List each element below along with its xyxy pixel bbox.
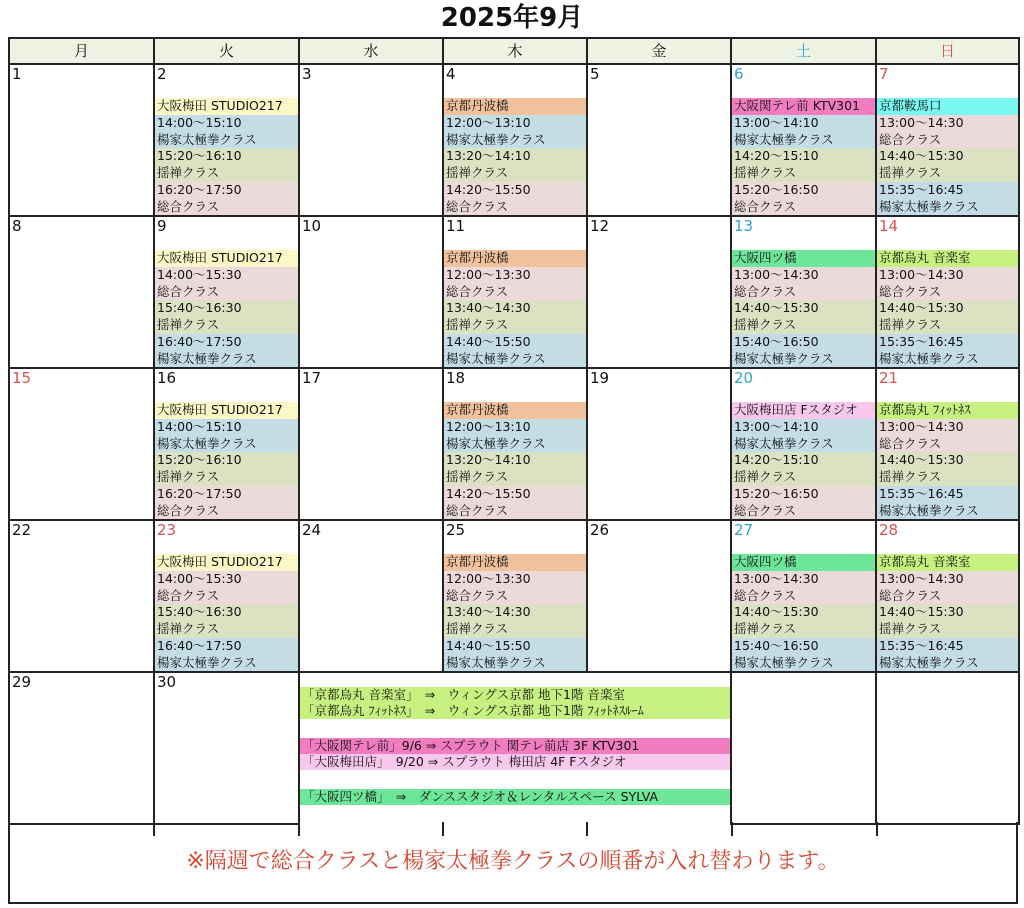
day-number: 17 bbox=[302, 369, 322, 387]
schedule-line: 揺禅クラス bbox=[732, 317, 875, 334]
day-number: 30 bbox=[157, 673, 177, 691]
schedule-line: 総合クラス bbox=[444, 588, 586, 605]
venue-note: 「京都烏丸 ﾌｨｯﾄﾈｽ」 ⇒ ウィングス京都 地下1階 ﾌｨｯﾄﾈｽﾙｰﾑ bbox=[299, 703, 730, 719]
schedule-line: 揺禅クラス bbox=[732, 165, 875, 182]
day-number: 19 bbox=[590, 369, 610, 387]
week-row-5 bbox=[9, 672, 1019, 824]
schedule-line: 楊家太極拳クラス bbox=[444, 132, 586, 149]
schedule-line: 16:20〜17:50 bbox=[155, 182, 298, 199]
schedule-line: 揺禅クラス bbox=[877, 317, 1018, 334]
day-number: 13 bbox=[734, 217, 754, 235]
schedule-line: 12:00〜13:30 bbox=[444, 571, 586, 588]
day-cell bbox=[443, 520, 587, 672]
schedule-line: 総合クラス bbox=[732, 199, 875, 216]
schedule-line: 14:40〜15:30 bbox=[877, 604, 1018, 621]
class-schedule bbox=[155, 554, 298, 672]
schedule-line: 13:20〜14:10 bbox=[444, 148, 586, 165]
schedule-line: 揺禅クラス bbox=[155, 621, 298, 638]
schedule-line: 揺禅クラス bbox=[155, 469, 298, 486]
day-cell bbox=[9, 368, 154, 520]
schedule-line: 15:35〜16:45 bbox=[877, 182, 1018, 199]
day-cell bbox=[587, 216, 731, 368]
venue-label: 京都丹波橋 bbox=[444, 402, 586, 419]
schedule-line: 楊家太極拳クラス bbox=[444, 351, 586, 368]
schedule-line: 16:20〜17:50 bbox=[155, 486, 298, 503]
calendar-title: 2025年9月 bbox=[440, 3, 584, 33]
weekday-6: 日 bbox=[876, 38, 1019, 64]
schedule-line: 15:35〜16:45 bbox=[877, 638, 1018, 655]
schedule-line: 14:20〜15:10 bbox=[732, 148, 875, 165]
day-cell bbox=[731, 368, 876, 520]
day-cell bbox=[876, 216, 1019, 368]
schedule-line: 総合クラス bbox=[732, 284, 875, 301]
day-number: 8 bbox=[12, 217, 22, 235]
day-cell bbox=[9, 64, 154, 216]
venue-note: 「大阪四ツ橋」 ⇒ ダンススタジオ＆レンタルスペース SYLVA bbox=[299, 789, 730, 805]
day-cell bbox=[154, 520, 299, 672]
day-cell bbox=[587, 520, 731, 672]
day-number: 9 bbox=[157, 217, 167, 235]
day-number: 20 bbox=[734, 369, 754, 387]
schedule-line: 16:40〜17:50 bbox=[155, 638, 298, 655]
weekday-3: 木 bbox=[443, 38, 587, 64]
schedule-line: 14:00〜15:30 bbox=[155, 267, 298, 284]
schedule-line: 楊家太極拳クラス bbox=[732, 436, 875, 453]
class-schedule bbox=[877, 98, 1018, 216]
schedule-line: 総合クラス bbox=[444, 503, 586, 520]
day-cell bbox=[876, 64, 1019, 216]
schedule-line: 楊家太極拳クラス bbox=[155, 132, 298, 149]
class-schedule bbox=[155, 250, 298, 368]
schedule-line: 16:40〜17:50 bbox=[155, 334, 298, 351]
schedule-line: 楊家太極拳クラス bbox=[444, 436, 586, 453]
schedule-line: 14:40〜15:30 bbox=[877, 300, 1018, 317]
day-number: 27 bbox=[734, 521, 754, 539]
schedule-line: 総合クラス bbox=[155, 284, 298, 301]
class-schedule bbox=[444, 98, 586, 216]
venue-label: 京都丹波橋 bbox=[444, 98, 586, 115]
schedule-line: 13:40〜14:30 bbox=[444, 604, 586, 621]
week-row-1 bbox=[9, 64, 1019, 216]
schedule-line: 12:00〜13:30 bbox=[444, 267, 586, 284]
schedule-line: 15:35〜16:45 bbox=[877, 486, 1018, 503]
day-number: 22 bbox=[12, 521, 32, 539]
footer-note-box bbox=[8, 822, 1018, 904]
schedule-line: 15:40〜16:50 bbox=[732, 638, 875, 655]
schedule-line: 総合クラス bbox=[732, 503, 875, 520]
schedule-line: 総合クラス bbox=[155, 588, 298, 605]
day-number: 7 bbox=[879, 65, 889, 83]
day-cell bbox=[9, 520, 154, 672]
day-number: 21 bbox=[879, 369, 899, 387]
schedule-line: 15:40〜16:30 bbox=[155, 604, 298, 621]
schedule-line: 15:20〜16:50 bbox=[732, 182, 875, 199]
schedule-line: 揺禅クラス bbox=[444, 469, 586, 486]
day-number: 4 bbox=[446, 65, 456, 83]
schedule-line: 総合クラス bbox=[877, 132, 1018, 149]
day-number: 16 bbox=[157, 369, 177, 387]
venue-note: 「京都烏丸 音楽室」 ⇒ ウィングス京都 地下1階 音楽室 bbox=[299, 687, 730, 703]
day-number: 14 bbox=[879, 217, 899, 235]
schedule-line: 楊家太極拳クラス bbox=[877, 655, 1018, 672]
schedule-line: 楊家太極拳クラス bbox=[155, 655, 298, 672]
day-cell bbox=[587, 368, 731, 520]
class-schedule bbox=[877, 250, 1018, 368]
day-number: 28 bbox=[879, 521, 899, 539]
schedule-line: 15:40〜16:30 bbox=[155, 300, 298, 317]
schedule-line: 総合クラス bbox=[877, 588, 1018, 605]
schedule-line: 揺禅クラス bbox=[877, 621, 1018, 638]
schedule-line: 15:40〜16:50 bbox=[732, 334, 875, 351]
day-number: 15 bbox=[12, 369, 32, 387]
schedule-line: 14:20〜15:50 bbox=[444, 486, 586, 503]
venue-label: 大阪梅田 STUDIO217 bbox=[155, 250, 298, 267]
schedule-line: 13:00〜14:30 bbox=[732, 571, 875, 588]
note-spacer bbox=[299, 719, 730, 738]
weekday-1: 火 bbox=[154, 38, 299, 64]
schedule-line: 13:40〜14:30 bbox=[444, 300, 586, 317]
schedule-line: 12:00〜13:10 bbox=[444, 419, 586, 436]
venue-label: 大阪四ツ橋 bbox=[732, 554, 875, 571]
day-cell bbox=[443, 368, 587, 520]
venue-notes bbox=[299, 687, 730, 805]
schedule-line: 揺禅クラス bbox=[732, 469, 875, 486]
schedule-line: 15:20〜16:10 bbox=[155, 148, 298, 165]
schedule-line: 13:00〜14:30 bbox=[877, 267, 1018, 284]
schedule-line: 揺禅クラス bbox=[155, 165, 298, 182]
weekday-4: 金 bbox=[587, 38, 731, 64]
schedule-line: 13:20〜14:10 bbox=[444, 452, 586, 469]
schedule-line: 総合クラス bbox=[444, 199, 586, 216]
day-cell bbox=[299, 216, 443, 368]
venue-label: 大阪梅田 STUDIO217 bbox=[155, 98, 298, 115]
schedule-line: 揺禅クラス bbox=[444, 317, 586, 334]
venue-label: 京都鞍馬口 bbox=[877, 98, 1018, 115]
schedule-line: 12:00〜13:10 bbox=[444, 115, 586, 132]
schedule-line: 14:40〜15:50 bbox=[444, 334, 586, 351]
schedule-line: 楊家太極拳クラス bbox=[877, 503, 1018, 520]
schedule-line: 15:20〜16:10 bbox=[155, 452, 298, 469]
class-schedule bbox=[444, 554, 586, 672]
schedule-line: 楊家太極拳クラス bbox=[732, 351, 875, 368]
weekday-5: 土 bbox=[731, 38, 876, 64]
schedule-line: 総合クラス bbox=[877, 284, 1018, 301]
venue-label: 京都烏丸 音楽室 bbox=[877, 250, 1018, 267]
day-cell-empty bbox=[731, 672, 876, 824]
schedule-line: 総合クラス bbox=[732, 588, 875, 605]
day-number: 29 bbox=[12, 673, 32, 691]
class-schedule bbox=[732, 98, 875, 216]
schedule-line: 13:00〜14:30 bbox=[732, 267, 875, 284]
day-number: 25 bbox=[446, 521, 466, 539]
schedule-line: 楊家太極拳クラス bbox=[444, 655, 586, 672]
venue-label: 大阪梅田 STUDIO217 bbox=[155, 402, 298, 419]
week-row-4 bbox=[9, 520, 1019, 672]
day-number: 3 bbox=[302, 65, 312, 83]
schedule-line: 楊家太極拳クラス bbox=[877, 199, 1018, 216]
schedule-line: 揺禅クラス bbox=[877, 469, 1018, 486]
schedule-line: 総合クラス bbox=[155, 503, 298, 520]
class-schedule bbox=[155, 402, 298, 520]
schedule-line: 揺禅クラス bbox=[877, 165, 1018, 182]
schedule-line: 13:00〜14:10 bbox=[732, 419, 875, 436]
schedule-line: 14:00〜15:30 bbox=[155, 571, 298, 588]
schedule-line: 楊家太極拳クラス bbox=[155, 351, 298, 368]
schedule-line: 揺禅クラス bbox=[155, 317, 298, 334]
schedule-line: 13:00〜14:30 bbox=[877, 115, 1018, 132]
venue-label: 大阪梅田店 Fスタジオ bbox=[732, 402, 875, 419]
venue-note: 「大阪関テレ前」9/6 ⇒ スプラウト 関テレ前店 3F KTV301 bbox=[299, 738, 730, 754]
schedule-line: 14:00〜15:10 bbox=[155, 419, 298, 436]
schedule-line: 揺禅クラス bbox=[444, 621, 586, 638]
day-number: 5 bbox=[590, 65, 600, 83]
venue-note: 「大阪梅田店」 9/20 ⇒ スプラウト 梅田店 4F Fスタジオ bbox=[299, 754, 730, 770]
day-cell bbox=[876, 520, 1019, 672]
venue-label: 京都丹波橋 bbox=[444, 554, 586, 571]
day-cell bbox=[299, 64, 443, 216]
class-schedule bbox=[444, 250, 586, 368]
weekday-header bbox=[9, 38, 1019, 64]
class-schedule bbox=[732, 250, 875, 368]
day-cell-empty bbox=[876, 672, 1019, 824]
schedule-line: 15:35〜16:45 bbox=[877, 334, 1018, 351]
schedule-line: 楊家太極拳クラス bbox=[732, 132, 875, 149]
schedule-line: 13:00〜14:10 bbox=[732, 115, 875, 132]
day-number: 11 bbox=[446, 217, 466, 235]
week-row-3 bbox=[9, 368, 1019, 520]
schedule-line: 楊家太極拳クラス bbox=[877, 351, 1018, 368]
day-number: 6 bbox=[734, 65, 744, 83]
schedule-line: 13:00〜14:30 bbox=[877, 419, 1018, 436]
day-number: 1 bbox=[12, 65, 22, 83]
schedule-line: 14:20〜15:10 bbox=[732, 452, 875, 469]
day-cell bbox=[443, 64, 587, 216]
class-schedule bbox=[444, 402, 586, 520]
day-number: 18 bbox=[446, 369, 466, 387]
venue-notes-cell bbox=[299, 672, 731, 824]
day-cell bbox=[299, 520, 443, 672]
venue-label: 京都烏丸 音楽室 bbox=[877, 554, 1018, 571]
schedule-line: 13:00〜14:30 bbox=[877, 571, 1018, 588]
day-cell bbox=[731, 520, 876, 672]
day-number: 24 bbox=[302, 521, 322, 539]
venue-label: 大阪関テレ前 KTV301 bbox=[732, 98, 875, 115]
venue-label: 京都烏丸 ﾌｨｯﾄﾈｽ bbox=[877, 402, 1018, 419]
week-row-2 bbox=[9, 216, 1019, 368]
day-cell bbox=[299, 368, 443, 520]
day-cell bbox=[587, 64, 731, 216]
schedule-line: 楊家太極拳クラス bbox=[155, 436, 298, 453]
note-spacer bbox=[299, 770, 730, 789]
day-cell bbox=[443, 216, 587, 368]
class-schedule bbox=[155, 98, 298, 216]
schedule-line: 揺禅クラス bbox=[444, 165, 586, 182]
class-schedule bbox=[732, 402, 875, 520]
schedule-line: 楊家太極拳クラス bbox=[732, 655, 875, 672]
day-number: 26 bbox=[590, 521, 610, 539]
day-number: 12 bbox=[590, 217, 610, 235]
schedule-line: 14:40〜15:30 bbox=[732, 604, 875, 621]
schedule-line: 14:40〜15:30 bbox=[732, 300, 875, 317]
schedule-line: 総合クラス bbox=[877, 436, 1018, 453]
schedule-line: 14:40〜15:50 bbox=[444, 638, 586, 655]
day-cell bbox=[154, 216, 299, 368]
schedule-line: 14:20〜15:50 bbox=[444, 182, 586, 199]
class-schedule bbox=[877, 554, 1018, 672]
day-cell bbox=[9, 672, 154, 824]
footer-note: ※隔週で総合クラスと楊家太極拳クラスの順番が入れ替わります。 bbox=[186, 849, 840, 874]
day-number: 23 bbox=[157, 521, 177, 539]
schedule-line: 総合クラス bbox=[444, 284, 586, 301]
calendar-grid bbox=[8, 37, 1020, 825]
day-number: 2 bbox=[157, 65, 167, 83]
weekday-2: 水 bbox=[299, 38, 443, 64]
venue-label: 京都丹波橋 bbox=[444, 250, 586, 267]
day-cell bbox=[731, 216, 876, 368]
class-schedule bbox=[732, 554, 875, 672]
weekday-0: 月 bbox=[9, 38, 154, 64]
day-cell bbox=[154, 64, 299, 216]
day-number: 10 bbox=[302, 217, 322, 235]
schedule-line: 14:40〜15:30 bbox=[877, 148, 1018, 165]
schedule-line: 揺禅クラス bbox=[732, 621, 875, 638]
day-cell bbox=[9, 216, 154, 368]
venue-label: 大阪梅田 STUDIO217 bbox=[155, 554, 298, 571]
schedule-line: 総合クラス bbox=[155, 199, 298, 216]
schedule-line: 14:40〜15:30 bbox=[877, 452, 1018, 469]
venue-label: 大阪四ツ橋 bbox=[732, 250, 875, 267]
class-schedule bbox=[877, 402, 1018, 520]
day-cell bbox=[876, 368, 1019, 520]
day-cell bbox=[154, 672, 299, 824]
schedule-line: 14:00〜15:10 bbox=[155, 115, 298, 132]
day-cell bbox=[731, 64, 876, 216]
schedule-line: 15:20〜16:50 bbox=[732, 486, 875, 503]
day-cell bbox=[154, 368, 299, 520]
